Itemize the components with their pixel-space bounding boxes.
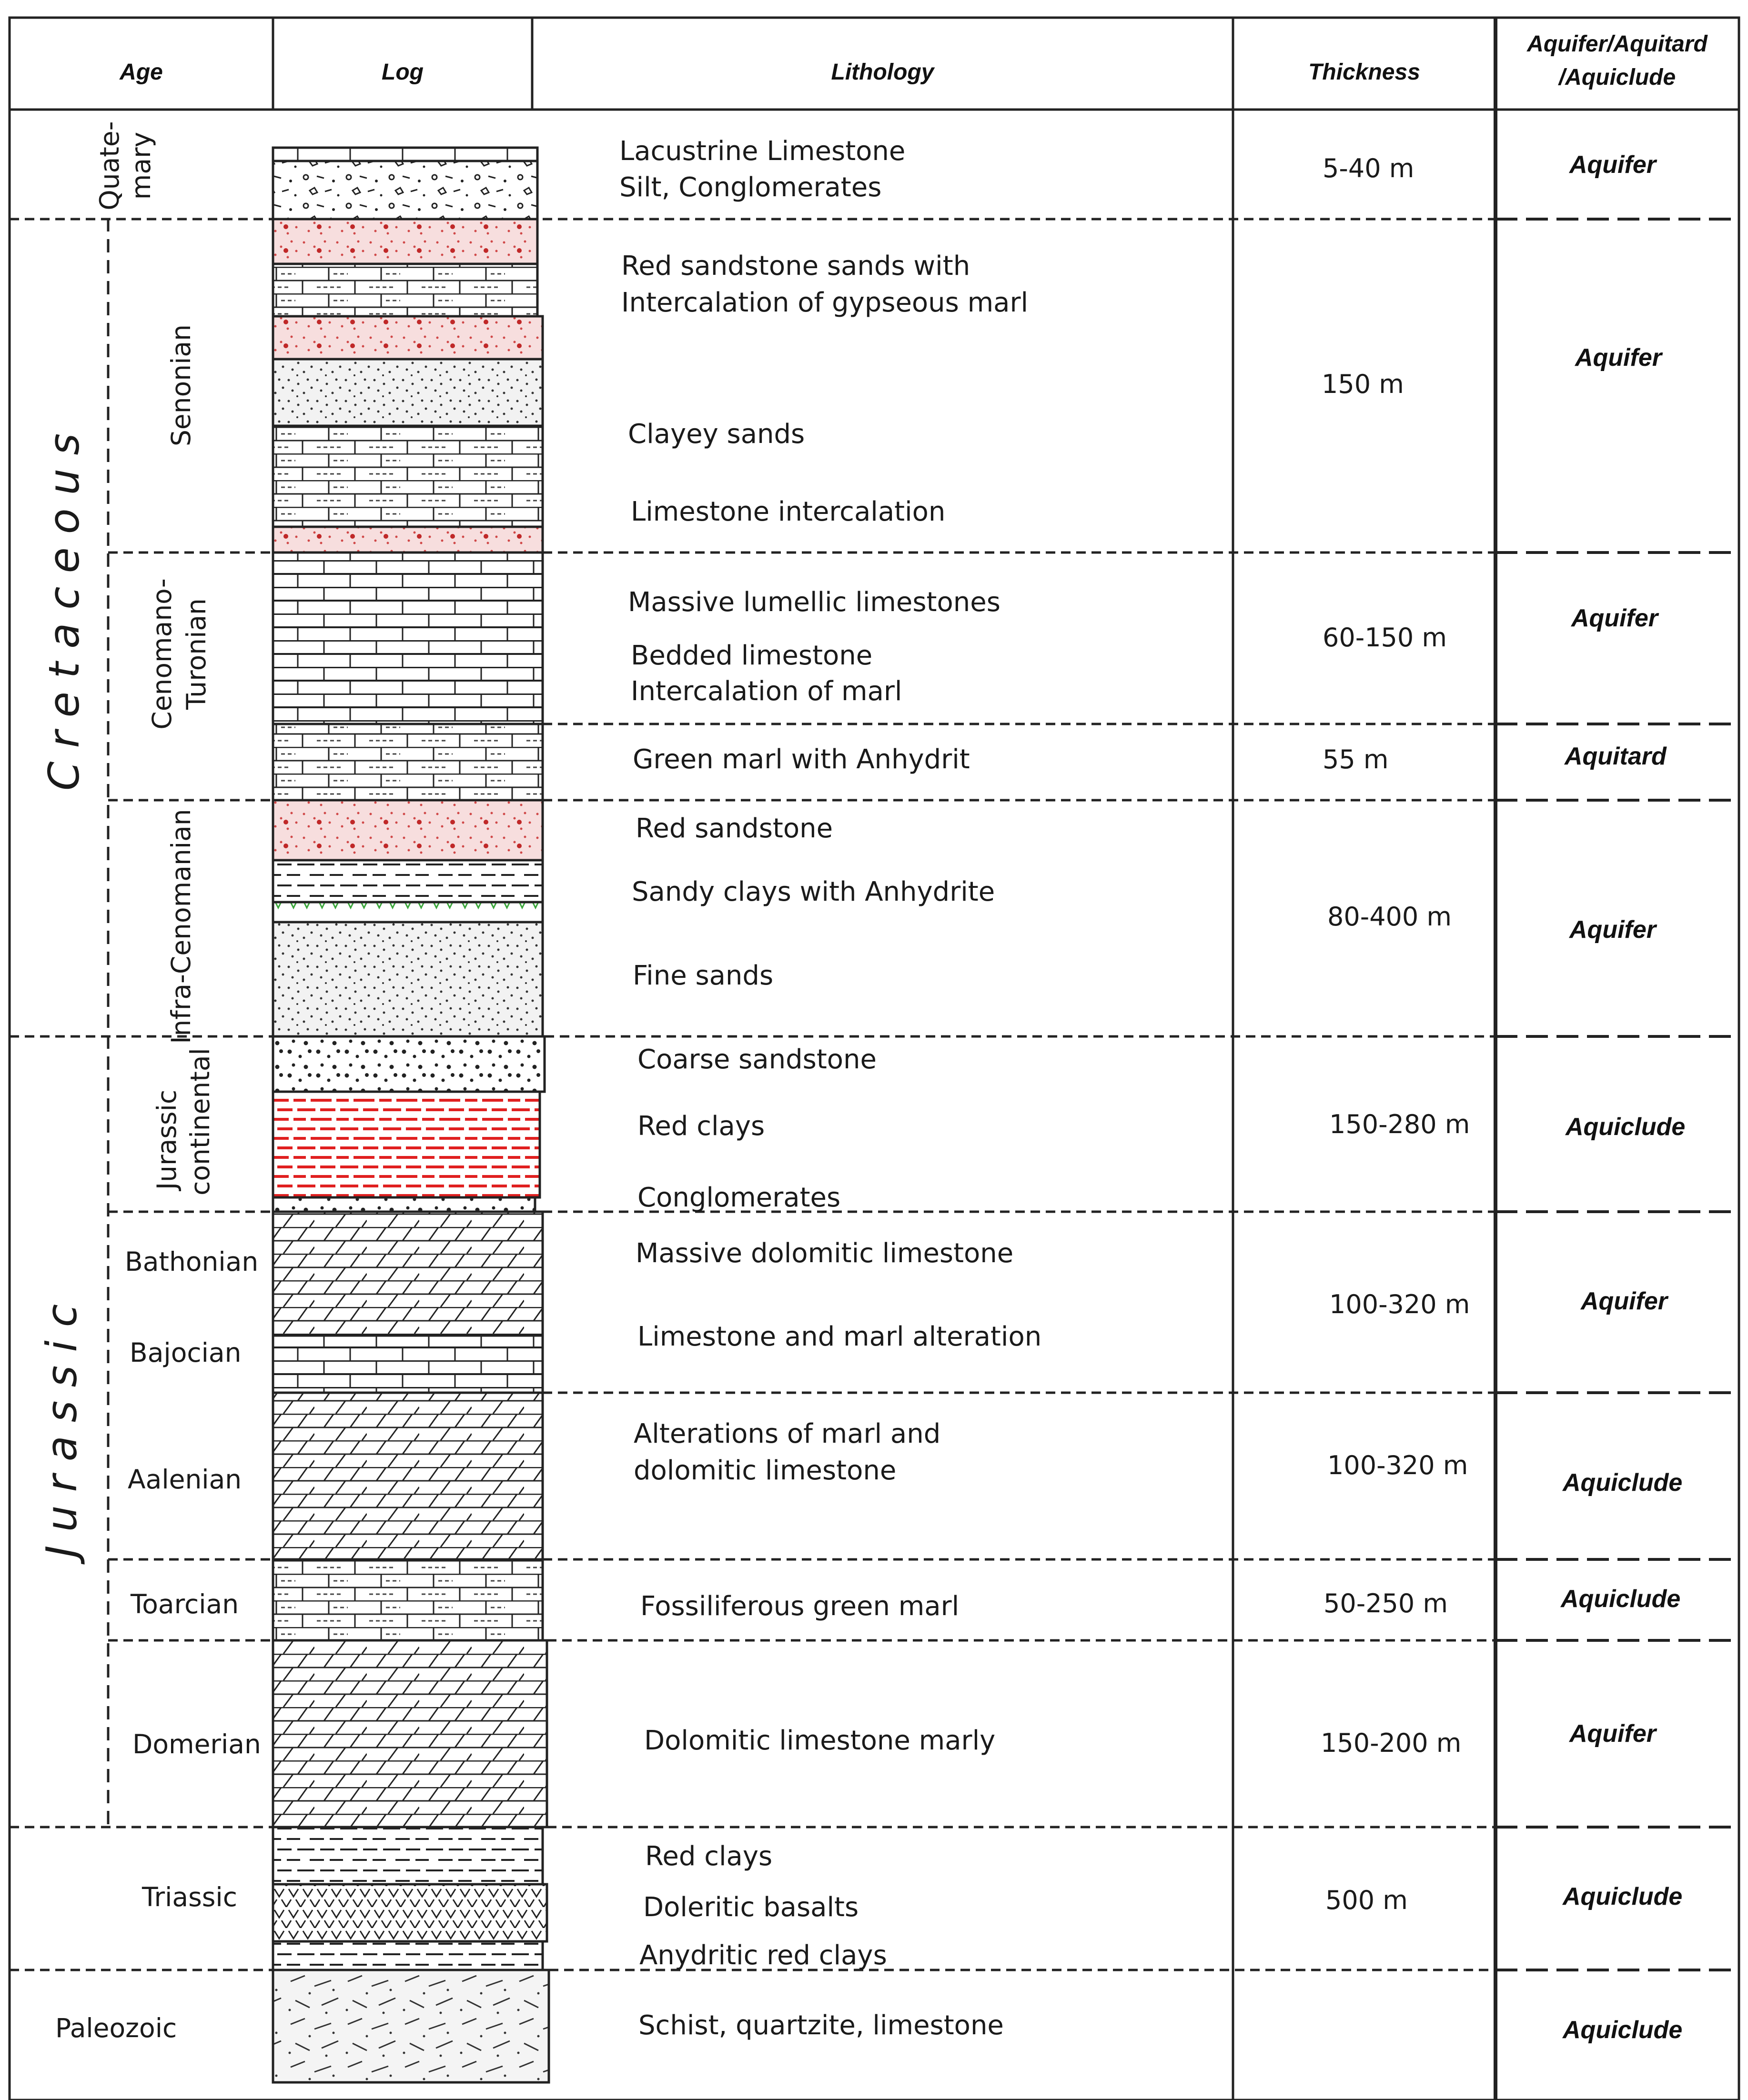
lithology-clayey-sands: Clayey sands bbox=[628, 419, 805, 450]
layer-red-clay-trias bbox=[273, 1827, 543, 1884]
hydro-cenomano: Aquifer bbox=[1571, 604, 1658, 632]
hydro-aalenian: Aquiclude bbox=[1563, 1469, 1683, 1497]
lithology-fine-sands: Fine sands bbox=[633, 960, 774, 991]
hydro-triassic: Aquiclude bbox=[1563, 1883, 1683, 1910]
stage-toarcian: Toarcian bbox=[131, 1589, 239, 1619]
stage-bajocian: Bajocian bbox=[130, 1337, 242, 1368]
layer-red-clay bbox=[273, 1092, 540, 1197]
layer-sandy-clay bbox=[273, 860, 543, 902]
lithology-massive-dolomitic: Massive dolomitic limestone bbox=[636, 1238, 1014, 1269]
lithology-red-clays-trias: Red clays bbox=[645, 1841, 773, 1872]
lithology-red-sandstone-sands: Red sandstone sands with bbox=[621, 251, 970, 281]
stage-jurassic-continental-line1: Jurassic bbox=[152, 1089, 182, 1190]
lithology-schist: Schist, quartzite, limestone bbox=[638, 2010, 1004, 2041]
lithology-limestone-intercalation: Limestone intercalation bbox=[631, 496, 946, 527]
lithology-sandy-clays: Sandy clays with Anhydrite bbox=[632, 876, 995, 907]
aquifer-boundary-lines bbox=[1495, 219, 1739, 1970]
thickness-infra: 80-400 m bbox=[1327, 902, 1452, 932]
layer-conglomerate-jur bbox=[273, 1197, 535, 1212]
layer-marl-dolomite-alt bbox=[273, 1393, 543, 1559]
layer-doleritic-basalt bbox=[273, 1884, 547, 1941]
stage-cenomano-line2: Turonian bbox=[181, 598, 212, 710]
lithology-red-sandstone: Red sandstone bbox=[636, 813, 833, 844]
header-lithology: Lithology bbox=[831, 60, 934, 85]
layer-red-sandstone-3 bbox=[273, 527, 543, 553]
layer-green-marl bbox=[273, 724, 543, 800]
layer-lacustrine-limestone bbox=[273, 148, 537, 161]
thickness-aalenian: 100-320 m bbox=[1327, 1450, 1468, 1480]
layer-limestone-marl-alt bbox=[273, 1336, 543, 1393]
stage-senonian: Senonian bbox=[166, 324, 196, 446]
layer-clayey-sand bbox=[273, 359, 543, 426]
thickness-jur-continental: 150-280 m bbox=[1329, 1109, 1470, 1139]
lithology-limestone-marl-alteration: Limestone and marl alteration bbox=[637, 1321, 1042, 1352]
stage-paleozoic: Paleozoic bbox=[55, 2013, 177, 2043]
stage-bathonian: Bathonian bbox=[125, 1246, 259, 1277]
stage-jurassic-continental-line2: continental bbox=[185, 1048, 215, 1196]
hydro-bathonian: Aquifer bbox=[1581, 1287, 1667, 1315]
lithology-intercalation-marl: Intercalation of marl bbox=[631, 676, 902, 707]
layer-red-sandstone-1 bbox=[273, 219, 537, 264]
lithology-bedded-limestone: Bedded limestone bbox=[631, 640, 873, 671]
hydro-jur-continental: Aquiclude bbox=[1566, 1113, 1686, 1141]
thickness-toarcian: 50-250 m bbox=[1324, 1588, 1448, 1618]
hydro-senonian: Aquifer bbox=[1575, 344, 1662, 372]
stage-triassic: Triassic bbox=[142, 1882, 237, 1912]
thickness-triassic: 500 m bbox=[1325, 1885, 1408, 1915]
stage-cenomano-line1: Cenomano- bbox=[147, 578, 177, 730]
hydro-infra: Aquifer bbox=[1569, 916, 1656, 944]
layer-fossiliferous-marl bbox=[273, 1559, 543, 1640]
header-log: Log bbox=[382, 60, 424, 85]
header-aquifer-line1: Aquifer/Aquitard bbox=[1527, 31, 1708, 57]
layer-gypseous-marl bbox=[273, 264, 537, 316]
lithology-red-clays: Red clays bbox=[637, 1111, 765, 1142]
stage-infra-cenomanian: Infra-Cenomanian bbox=[166, 809, 196, 1044]
lithology-doleritic-basalts: Doleritic basalts bbox=[643, 1892, 859, 1923]
thickness-cenomano: 60-150 m bbox=[1323, 623, 1447, 653]
stage-quaternary-line1: Quate- bbox=[94, 121, 125, 211]
hydro-quaternary: Aquifer bbox=[1569, 151, 1656, 179]
era-jurassic: Jurassic bbox=[37, 1290, 86, 1558]
header-aquifer-line2: /Aquiclude bbox=[1558, 65, 1676, 90]
lithology-silt-conglomerates: Silt, Conglomerates bbox=[619, 172, 882, 203]
stage-aalenian: Aalenian bbox=[128, 1464, 242, 1495]
lithology-fossiliferous-marl: Fossiliferous green marl bbox=[640, 1591, 960, 1622]
header-age: Age bbox=[120, 60, 163, 85]
lithology-anydritic-clays: Anydritic red clays bbox=[639, 1940, 887, 1971]
layer-fine-sand bbox=[273, 922, 543, 1036]
lithology-gypseous-marl: Intercalation of gypseous marl bbox=[621, 287, 1029, 318]
layer-schist bbox=[273, 1970, 549, 2082]
stage-domerian: Domerian bbox=[132, 1729, 261, 1759]
hydro-toarcian: Aquiclude bbox=[1561, 1585, 1681, 1613]
layer-dolomitic-marly bbox=[273, 1640, 547, 1827]
layer-silt-conglomerate bbox=[273, 161, 537, 219]
thickness-green-marl: 55 m bbox=[1323, 744, 1389, 774]
log-column bbox=[273, 148, 549, 2082]
layer-coarse-sandstone bbox=[273, 1036, 545, 1092]
header-thickness: Thickness bbox=[1308, 60, 1420, 85]
lithology-conglomerates: Conglomerates bbox=[637, 1182, 841, 1213]
thickness-senonian: 150 m bbox=[1322, 369, 1404, 399]
boundary-lines bbox=[10, 219, 1495, 1970]
layer-red-sandstone-2 bbox=[273, 316, 543, 359]
lithology-green-marl: Green marl with Anhydrit bbox=[633, 744, 970, 775]
stage-quaternary-line2: mary bbox=[126, 131, 156, 200]
lithology-dolomitic-marly: Dolomitic limestone marly bbox=[644, 1725, 996, 1756]
layer-red-sandstone-infra bbox=[273, 800, 543, 860]
thickness-quaternary: 5-40 m bbox=[1323, 153, 1415, 183]
era-cretaceous: Cretaceous bbox=[40, 420, 89, 791]
lithology-alterations-marl: Alterations of marl and bbox=[634, 1418, 941, 1449]
layer-massive-dolomitic bbox=[273, 1212, 543, 1336]
hydro-domerian: Aquifer bbox=[1569, 1720, 1656, 1748]
thickness-bathonian: 100-320 m bbox=[1329, 1289, 1470, 1319]
lithology-lacustrine-limestone: Lacustrine Limestone bbox=[619, 136, 906, 167]
thickness-domerian: 150-200 m bbox=[1321, 1728, 1462, 1758]
hydro-paleozoic: Aquiclude bbox=[1563, 2016, 1683, 2044]
lithology-coarse-sandstone: Coarse sandstone bbox=[637, 1044, 877, 1075]
layer-anhydritic-clay bbox=[273, 1941, 543, 1970]
lithology-massive-lumellic: Massive lumellic limestones bbox=[628, 587, 1000, 618]
hydro-green-marl: Aquitard bbox=[1565, 743, 1667, 770]
layer-massive-limestone bbox=[273, 553, 543, 724]
layer-limestone-marl-senonian bbox=[273, 426, 543, 527]
layer-anhydrite bbox=[273, 902, 543, 922]
lithology-dolomitic-limestone: dolomitic limestone bbox=[634, 1455, 897, 1486]
